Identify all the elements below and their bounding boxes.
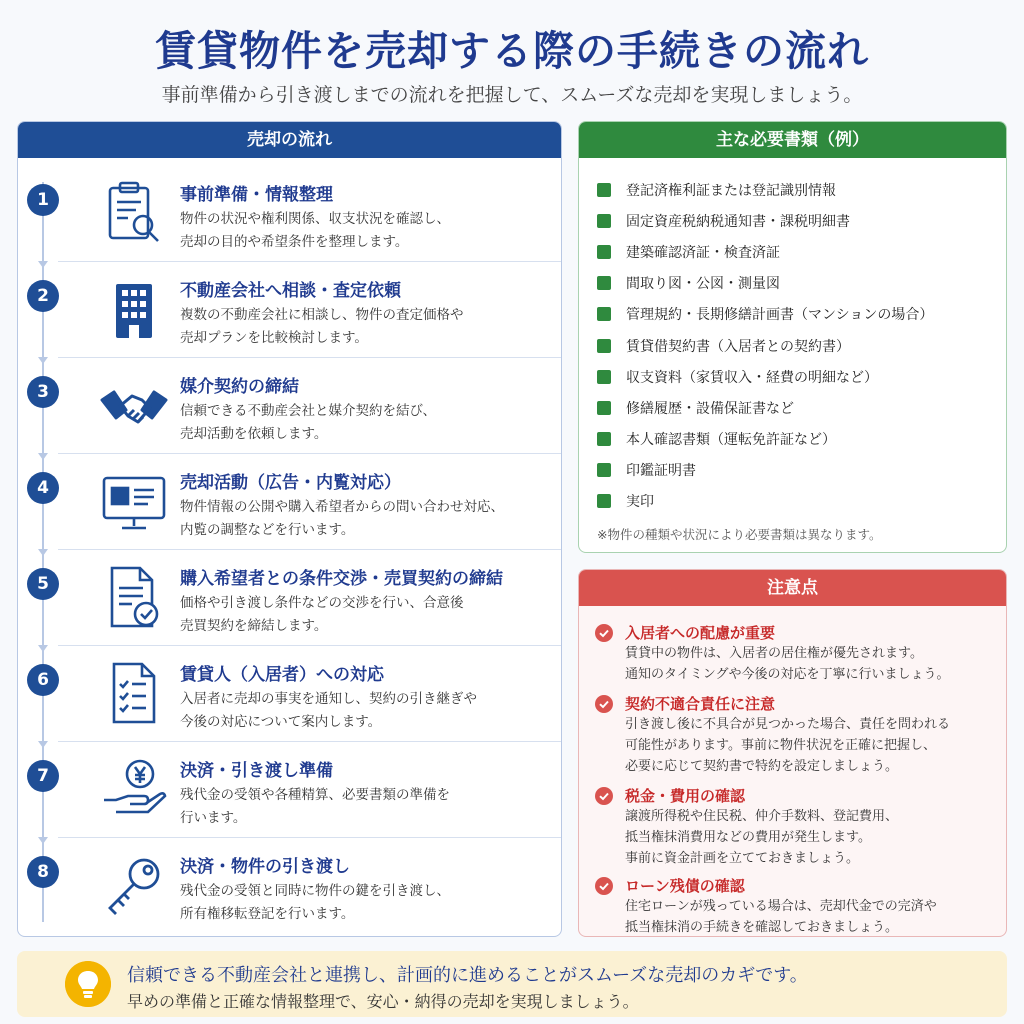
banner-main-text: 信頼できる不動産会社と連携し、計画的に進めることがスムーズな売却のカギです。	[127, 965, 808, 986]
caution-description: 住宅ローンが残っている場合は、売却代金での完済や 抵当権抹消の手続きを確認しておきましょう。	[625, 899, 937, 935]
square-bullet-icon	[597, 339, 611, 353]
square-bullet-icon	[597, 307, 611, 321]
caution-item	[595, 693, 995, 777]
checklist-icon	[98, 658, 170, 730]
step-description: 複数の不動産会社に相談し、物件の査定価格や 売却プランを比較検討します。	[180, 307, 464, 346]
page-title: 賃貸物件を売却する際の手続きの流れ	[155, 27, 869, 75]
flow-step	[18, 166, 562, 262]
document-item: 印鑑証明書	[597, 455, 933, 486]
square-bullet-icon	[597, 276, 611, 290]
step-number: 7	[27, 760, 59, 792]
caution-heading: 注意点	[579, 570, 1006, 606]
caution-title: 契約不適合責任に注意	[625, 695, 776, 713]
step-description: 入居者に売却の事実を通知し、契約の引き継ぎや 今後の対応について案内します。	[180, 691, 477, 730]
document-check-icon	[98, 562, 170, 634]
yen-hand-icon	[98, 754, 170, 826]
check-circle-icon	[595, 624, 613, 642]
caution-description: 引き渡し後に不具合が見つかった場合、責任を問われる 可能性があります。事前に物件状況を正確に把握し、 必要に応じて契約書で特約を設定しましょう。	[625, 717, 951, 774]
document-item: 修繕履歴・設備保証書など	[597, 392, 933, 423]
key-icon	[98, 850, 170, 922]
caution-description: 賃貸中の物件は、入居者の居住権が優先されます。 通知のタイミングや今後の対応を丁寧に行いましょう。	[625, 646, 950, 682]
monitor-listing-icon	[98, 466, 170, 538]
step-number: 8	[27, 856, 59, 888]
square-bullet-icon	[597, 432, 611, 446]
square-bullet-icon	[597, 401, 611, 415]
document-item: 管理規約・長期修繕計画書（マンションの場合）	[597, 299, 933, 330]
document-item: 賃貸借契約書（入居者との契約書）	[597, 330, 933, 361]
document-item: 固定資産税納税通知書・課税明細書	[597, 205, 933, 236]
step-title: 売却活動（広告・内覧対応）	[180, 473, 401, 493]
document-item: 本人確認書類（運転免許証など）	[597, 424, 933, 455]
document-item: 間取り図・公図・測量図	[597, 268, 933, 299]
step-number: 6	[27, 664, 59, 696]
banner-sub-text: 早めの準備と正確な情報整理で、安心・納得の売却を実現しましょう。	[127, 992, 639, 1011]
step-number: 3	[27, 376, 59, 408]
document-item: 実印	[597, 486, 933, 517]
flow-step	[18, 550, 562, 646]
step-description: 残代金の受領と同時に物件の鍵を引き渡し、 所有権移転登記を行います。	[180, 883, 450, 922]
document-list	[597, 174, 933, 517]
page-subtitle: 事前準備から引き渡しまでの流れを把握して、スムーズな売却を実現しましょう。	[161, 84, 863, 106]
step-number: 4	[27, 472, 59, 504]
caution-item	[595, 875, 995, 937]
flow-step	[18, 454, 562, 550]
step-title: 事前準備・情報整理	[180, 185, 333, 205]
step-description: 信頼できる不動産会社と媒介契約を結び、 売却活動を依頼します。	[180, 403, 436, 442]
document-item: 収支資料（家賃収入・経費の明細など）	[597, 361, 933, 392]
required-documents-heading: 主な必要書類（例）	[579, 122, 1006, 158]
caution-title: 入居者への配慮が重要	[625, 624, 776, 642]
clipboard-search-icon	[98, 178, 170, 250]
step-number: 5	[27, 568, 59, 600]
caution-panel	[578, 569, 1007, 937]
step-title: 不動産会社へ相談・査定依頼	[180, 281, 401, 301]
square-bullet-icon	[597, 214, 611, 228]
step-number: 2	[27, 280, 59, 312]
caution-item	[595, 785, 995, 869]
lightbulb-icon	[65, 961, 111, 1007]
document-item: 登記済権利証または登記識別情報	[597, 174, 933, 205]
step-title: 購入希望者との条件交渉・売買契約の締結	[180, 569, 503, 589]
step-title: 決済・引き渡し準備	[180, 761, 333, 781]
square-bullet-icon	[597, 370, 611, 384]
step-title: 媒介契約の締結	[180, 377, 299, 397]
documents-note: ※物件の種類や状況により必要書類は異なります。	[597, 527, 882, 542]
square-bullet-icon	[597, 183, 611, 197]
check-circle-icon	[595, 877, 613, 895]
step-description: 物件の状況や権利関係、収支状況を確認し、 売却の目的や希望条件を整理します。	[180, 211, 450, 250]
summary-banner	[17, 951, 1007, 1017]
caution-item	[595, 622, 995, 685]
square-bullet-icon	[597, 463, 611, 477]
flow-step	[18, 838, 562, 934]
handshake-icon	[98, 370, 170, 442]
office-building-icon	[98, 274, 170, 346]
step-title: 決済・物件の引き渡し	[180, 857, 350, 877]
step-description: 残代金の受領や各種精算、必要書類の準備を 行います。	[180, 787, 450, 826]
square-bullet-icon	[597, 245, 611, 259]
document-item: 建築確認済証・検査済証	[597, 236, 933, 267]
flow-step	[18, 742, 562, 838]
sale-flow-panel	[17, 121, 562, 937]
sale-flow-heading: 売却の流れ	[18, 122, 561, 158]
flow-step	[18, 262, 562, 358]
check-circle-icon	[595, 787, 613, 805]
square-bullet-icon	[597, 494, 611, 508]
check-circle-icon	[595, 695, 613, 713]
step-description: 価格や引き渡し条件などの交渉を行い、合意後 売買契約を締結します。	[180, 595, 464, 634]
required-documents-panel	[578, 121, 1007, 553]
caution-title: ローン残債の確認	[625, 877, 745, 895]
flow-step	[18, 358, 562, 454]
step-number: 1	[27, 184, 59, 216]
flow-step	[18, 646, 562, 742]
step-title: 賃貸人（入居者）への対応	[180, 665, 384, 685]
caution-title: 税金・費用の確認	[625, 787, 746, 805]
caution-description: 譲渡所得税や住民税、仲介手数料、登記費用、 抵当権抹消費用などの費用が発生します。 事前に資金計画を立てておきましょう。	[625, 809, 899, 866]
step-description: 物件情報の公開や購入希望者からの問い合わせ対応、 内覧の調整などを行います。	[180, 499, 504, 538]
